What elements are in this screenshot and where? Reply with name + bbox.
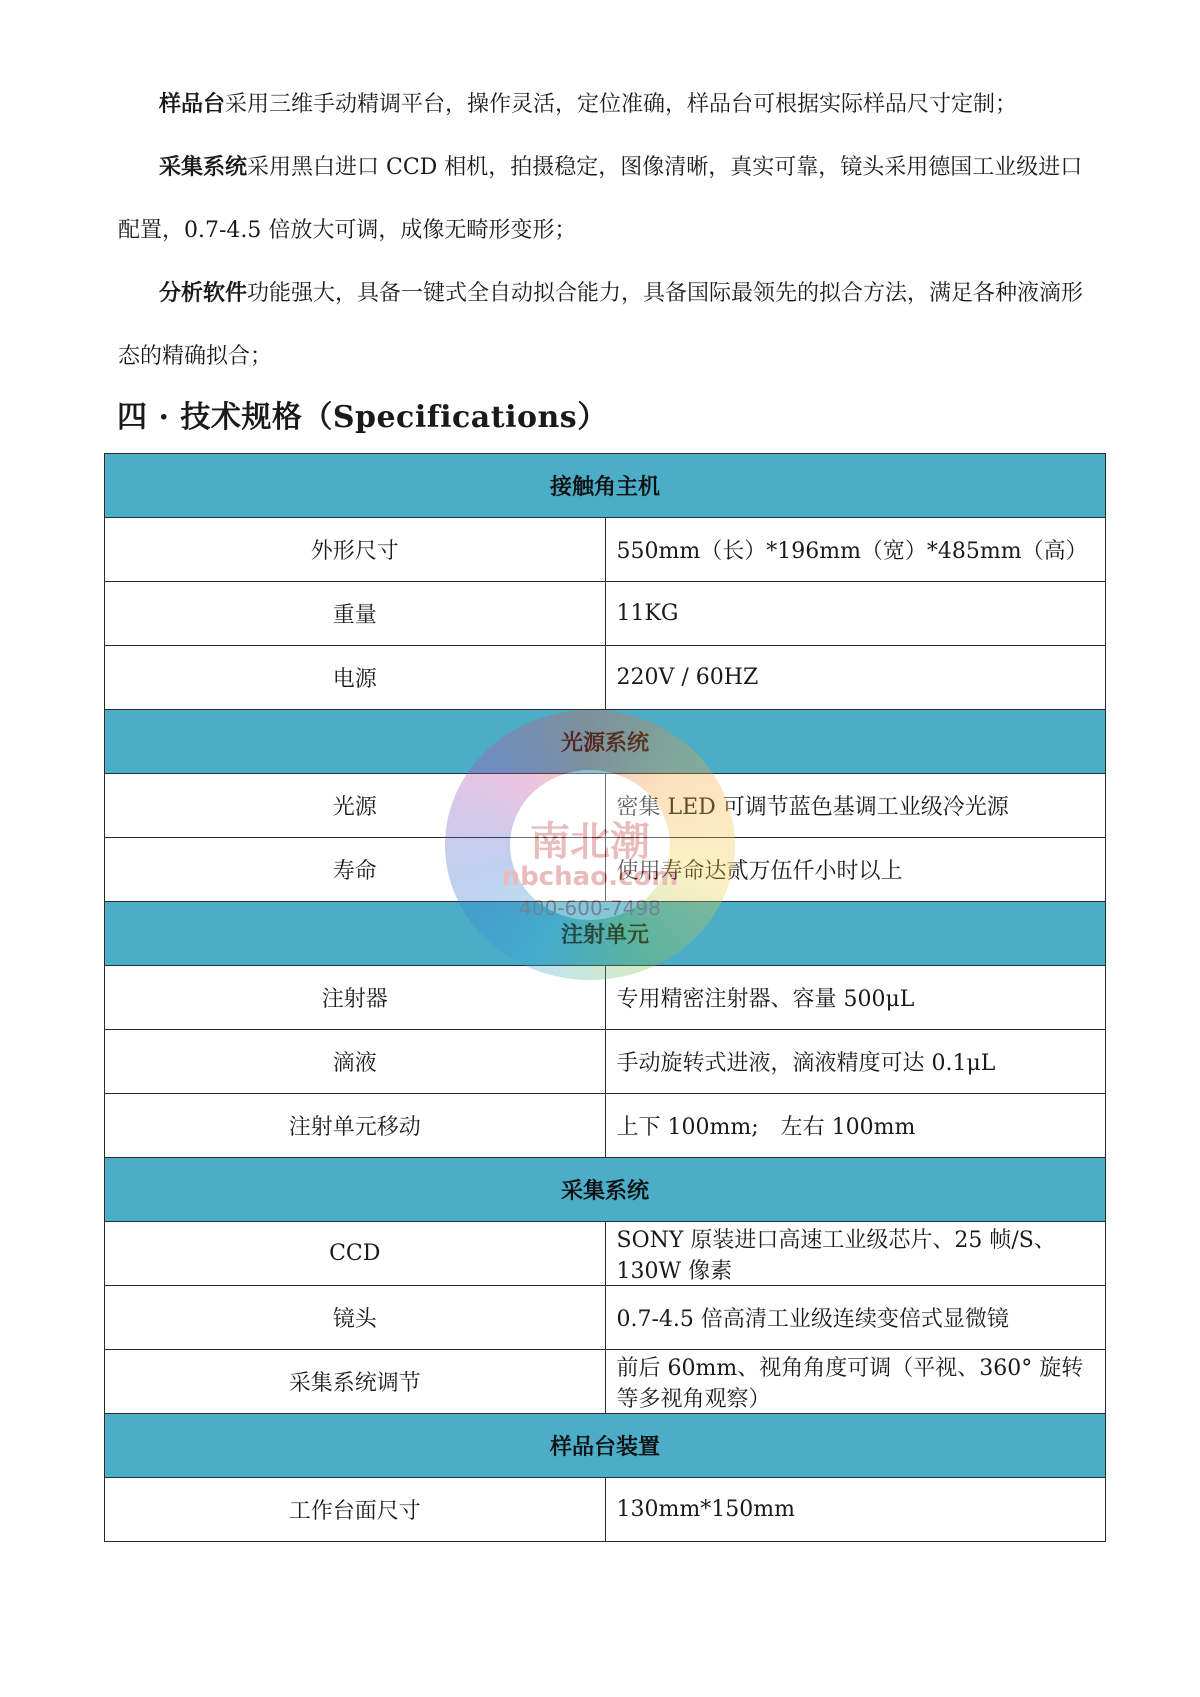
row-value: 手动旋转式进液，滴液精度可达 0.1μL: [605, 1030, 1106, 1094]
row-value: 550mm（长）*196mm（宽）*485mm（高）: [605, 518, 1106, 582]
row-label: 寿命: [105, 838, 606, 902]
row-label: 滴液: [105, 1030, 606, 1094]
table-row: [105, 518, 1106, 582]
row-value: 11KG: [605, 582, 1106, 646]
row-label: 电源: [105, 646, 606, 710]
paragraph-text: 采用三维手动精调平台，操作灵活，定位准确，样品台可根据实际样品尺寸定制；: [225, 92, 1018, 117]
row-value: SONY 原装进口高速工业级芯片、25 帧/S、130W 像素: [605, 1222, 1106, 1286]
section-title: 注射单元: [105, 902, 1106, 966]
table-section-header: [105, 710, 1106, 774]
row-value: 前后 60mm、视角角度可调（平视、360° 旋转等多视角观察）: [605, 1350, 1106, 1414]
row-label: 光源: [105, 774, 606, 838]
row-value: 0.7-4.5 倍高清工业级连续变倍式显微镜: [605, 1286, 1106, 1350]
table-row: [105, 1286, 1106, 1350]
watermark-brand: 南北潮: [530, 819, 650, 865]
paragraph-strong: 采集系统: [159, 154, 248, 180]
table-row: [105, 774, 1106, 838]
table-row: [105, 966, 1106, 1030]
table-row: [105, 582, 1106, 646]
watermark-phone: 400-600-7498: [519, 896, 661, 920]
table-section-header: [105, 902, 1106, 966]
paragraph-strong: 分析软件: [159, 280, 248, 306]
section-title: 光源系统: [105, 710, 1106, 774]
section-title: 样品台装置: [105, 1414, 1106, 1478]
paragraph-sample-stage: [118, 73, 1088, 136]
section-heading: 四 · 技术规格（Specifications）: [117, 400, 608, 435]
row-value: 使用寿命达贰万伍仟小时以上: [605, 838, 1106, 902]
paragraph-strong: 样品台: [159, 91, 226, 117]
row-value: 密集 LED 可调节蓝色基调工业级冷光源: [605, 774, 1106, 838]
row-value: 上下 100mm; 左右 100mm: [605, 1094, 1106, 1158]
paragraph-software: [118, 262, 1088, 388]
table-row: [105, 1030, 1106, 1094]
table-section-header: [105, 1414, 1106, 1478]
table-section-header: [105, 1158, 1106, 1222]
row-label: 工作台面尺寸: [105, 1478, 606, 1542]
table-section-header: [105, 454, 1106, 518]
row-label: CCD: [105, 1222, 606, 1286]
row-label: 镜头: [105, 1286, 606, 1350]
watermark-domain: nbchao.com: [501, 862, 679, 892]
row-label: 采集系统调节: [105, 1350, 606, 1414]
table-row: [105, 1222, 1106, 1286]
row-value: 220V / 60HZ: [605, 646, 1106, 710]
row-label: 外形尺寸: [105, 518, 606, 582]
row-value: 专用精密注射器、容量 500μL: [605, 966, 1106, 1030]
spec-table: [104, 453, 1106, 1542]
row-label: 注射器: [105, 966, 606, 1030]
table-row: [105, 1350, 1106, 1414]
paragraph-text: 采用黑白进口 CCD 相机，拍摄稳定，图像清晰，真实可靠，镜头采用德国工业级进口配置，0.7-4.5 倍放大可调，成像无畸形变形；: [118, 155, 1083, 243]
table-row: [105, 646, 1106, 710]
row-label: 注射单元移动: [105, 1094, 606, 1158]
table-row: [105, 1478, 1106, 1542]
row-value: 130mm*150mm: [605, 1478, 1106, 1542]
row-label: 重量: [105, 582, 606, 646]
paragraph-text: 功能强大，具备一键式全自动拟合能力，具备国际最领先的拟合方法，满足各种液滴形态的精确拟合；: [118, 281, 1084, 369]
paragraph-acquisition: [118, 136, 1088, 262]
section-title: 采集系统: [105, 1158, 1106, 1222]
table-row: [105, 838, 1106, 902]
section-title: 接触角主机: [105, 454, 1106, 518]
table-row: [105, 1094, 1106, 1158]
